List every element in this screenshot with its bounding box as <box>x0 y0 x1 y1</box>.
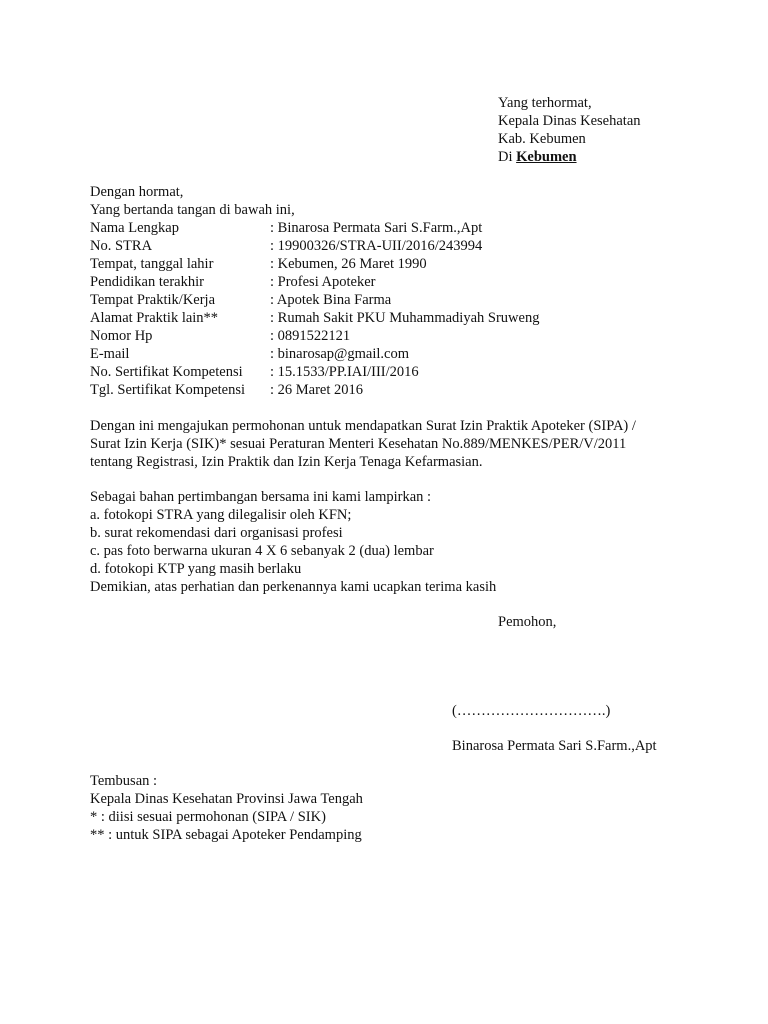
recipient-di-place: Kebumen <box>516 149 577 165</box>
field-value-hp: : 0891522121 <box>270 328 351 344</box>
greeting: Dengan hormat, <box>90 184 184 200</box>
recipient-di <box>498 148 577 166</box>
field-label-pendidikan: Pendidikan terakhir <box>90 274 204 290</box>
field-label-hp: Nomor Hp <box>90 328 153 344</box>
attachment-item: a. fotokopi STRA yang dilegalisir oleh KFN; <box>90 507 352 523</box>
cc-title: Tembusan : <box>90 773 158 789</box>
field-value-ttl: : Kebumen, 26 Maret 1990 <box>270 256 427 272</box>
field-label-nama: Nama Lengkap <box>90 220 179 236</box>
field-label-no-sertifikat: No. Sertifikat Kompetensi <box>90 364 243 380</box>
footnote-double-asterisk: ** : untuk SIPA sebagai Apoteker Pendamping <box>90 827 362 843</box>
field-value-tgl-sertifikat: : 26 Maret 2016 <box>270 382 364 398</box>
field-value-email: : binarosap@gmail.com <box>270 346 409 362</box>
intro: Yang bertanda tangan di bawah ini, <box>90 202 295 218</box>
request-line-1: Dengan ini mengajukan permohonan untuk mendapatkan Surat Izin Praktik Apoteker (SIPA) / <box>90 418 636 434</box>
signature-label: Pemohon, <box>498 614 557 630</box>
field-label-stra: No. STRA <box>90 238 153 254</box>
field-label-tempat-praktik: Tempat Praktik/Kerja <box>90 292 216 308</box>
recipient-line-2: Kepala Dinas Kesehatan <box>498 113 641 129</box>
attachment-item: d. fotokopi KTP yang masih berlaku <box>90 561 302 577</box>
field-label-ttl: Tempat, tanggal lahir <box>90 256 214 272</box>
field-value-no-sertifikat: : 15.1533/PP.IAI/III/2016 <box>270 364 419 380</box>
field-label-email: E-mail <box>90 346 130 362</box>
field-value-stra: : 19900326/STRA-UII/2016/243994 <box>270 238 483 254</box>
attachment-item: c. pas foto berwarna ukuran 4 X 6 sebanyak 2 (dua) lembar <box>90 543 434 559</box>
field-value-pendidikan: : Profesi Apoteker <box>270 274 376 290</box>
request-line-2: Surat Izin Kerja (SIK)* sesuai Peraturan Menteri Kesehatan No.889/MENKES/PER/V/2011 <box>90 436 627 452</box>
field-label-tgl-sertifikat: Tgl. Sertifikat Kompetensi <box>90 382 246 398</box>
attachment-item: b. surat rekomendasi dari organisasi profesi <box>90 525 343 541</box>
field-label-alamat-lain: Alamat Praktik lain** <box>90 310 219 326</box>
cc-line-1: Kepala Dinas Kesehatan Provinsi Jawa Tengah <box>90 791 363 807</box>
recipient-di-prefix: Di <box>498 149 517 165</box>
recipient-line-3: Kab. Kebumen <box>498 131 586 147</box>
attachments-intro: Sebagai bahan pertimbangan bersama ini kami lampirkan : <box>90 489 432 505</box>
request-line-3: tentang Registrasi, Izin Praktik dan Izin Kerja Tenaga Kefarmasian. <box>90 454 483 470</box>
footnote-single-asterisk: * : diisi sesuai permohonan (SIPA / SIK) <box>90 809 326 825</box>
closing-statement: Demikian, atas perhatian dan perkenannya kami ucapkan terima kasih <box>90 579 497 595</box>
field-value-tempat-praktik: : Apotek Bina Farma <box>270 292 392 308</box>
signature-name: Binarosa Permata Sari S.Farm.,Apt <box>452 738 657 754</box>
field-value-nama: : Binarosa Permata Sari S.Farm.,Apt <box>270 220 483 236</box>
field-value-alamat-lain: : Rumah Sakit PKU Muhammadiyah Sruweng <box>270 310 540 326</box>
signature-blank: (………………………….) <box>452 703 611 719</box>
recipient-line-1: Yang terhormat, <box>498 95 592 111</box>
